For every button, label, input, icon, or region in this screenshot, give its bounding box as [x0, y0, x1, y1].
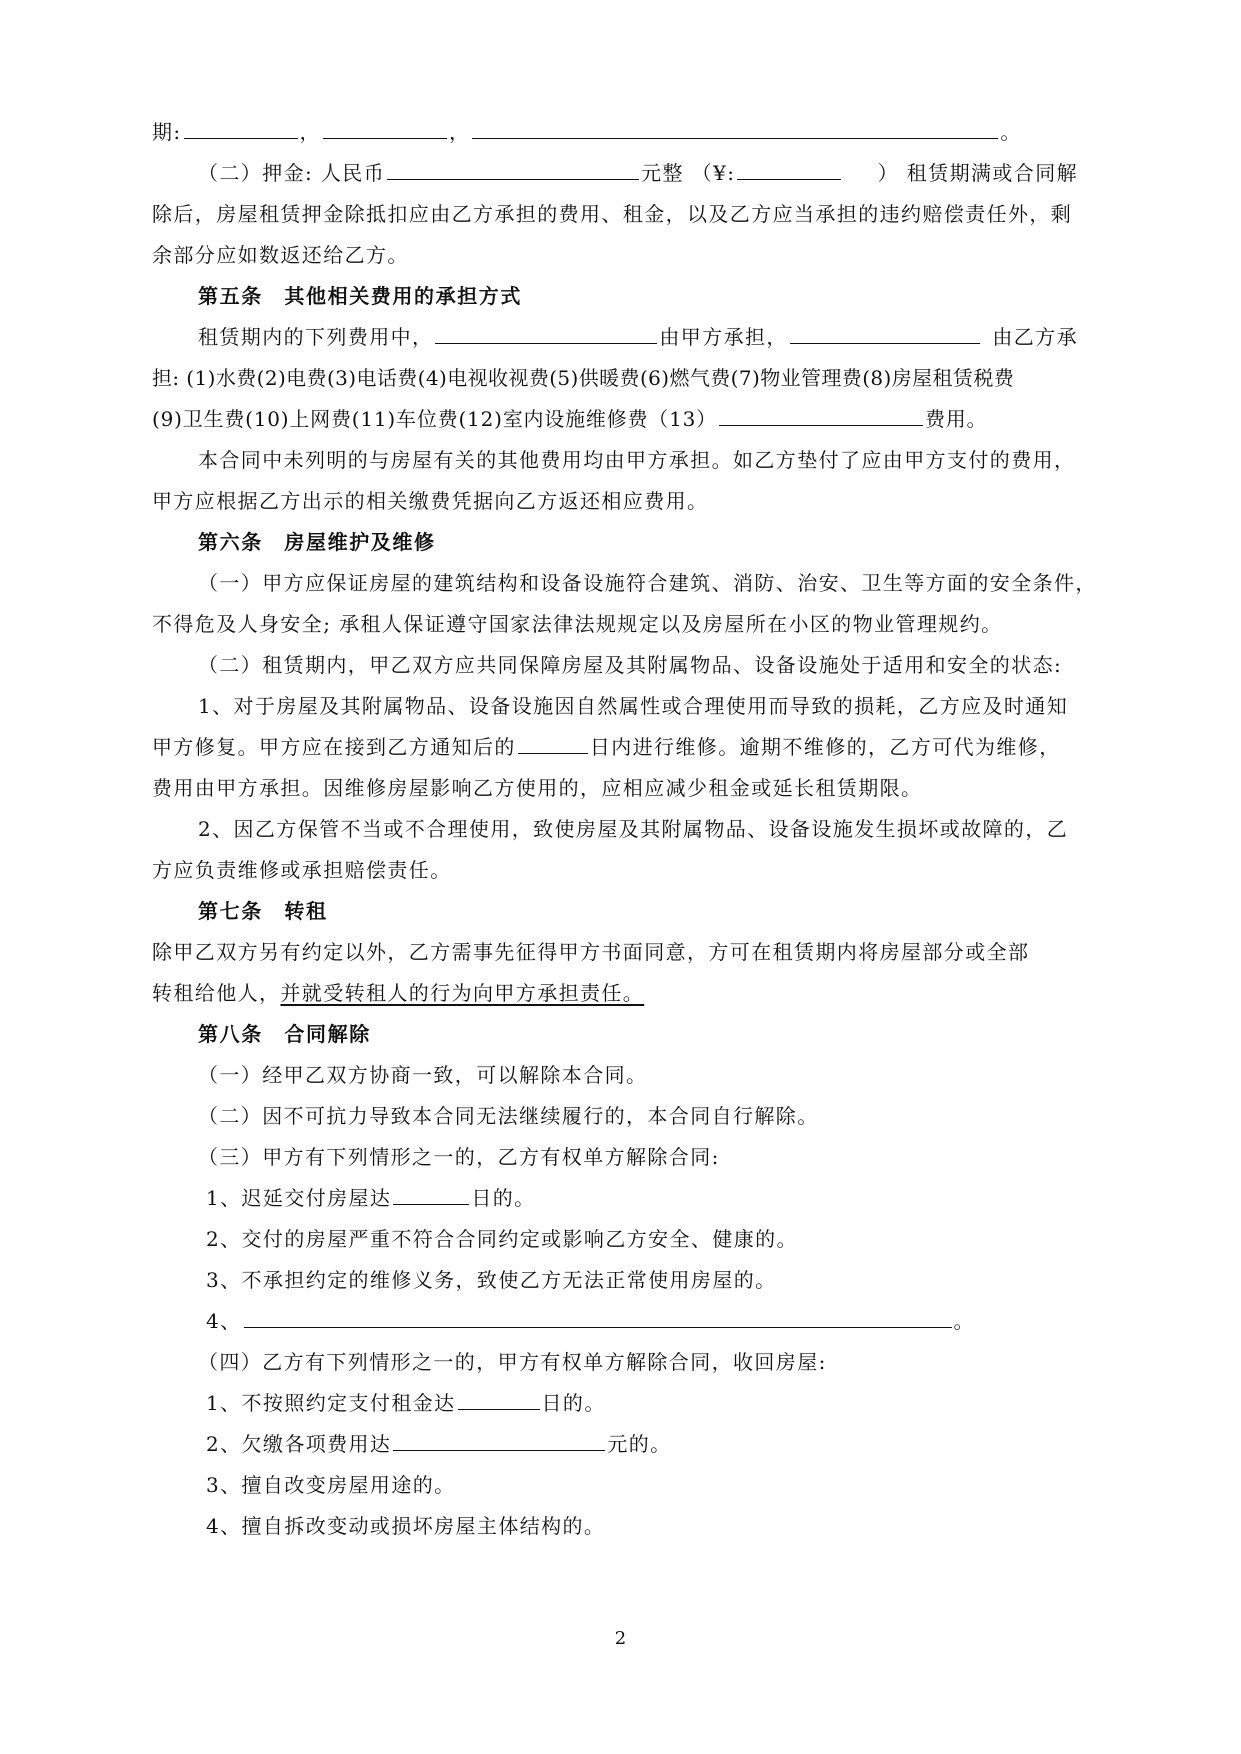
paragraph-line: 1、对于房屋及其附属物品、设备设施因自然属性或合理使用而导致的损耗，乙方应及时通知 — [198, 694, 1069, 718]
fees-owed-line — [206, 1430, 672, 1458]
paragraph-line: （二）因不可抗力导致本合同无法继续履行的，本合同自行解除。 — [198, 1104, 819, 1128]
fees-line — [198, 323, 1078, 351]
paragraph-line: 甲方应根据乙方出示的相关缴费凭据向乙方返还相应费用。 — [152, 489, 709, 513]
period-line — [152, 118, 1022, 146]
deposit-number-field[interactable] — [737, 160, 841, 180]
paragraph-line: 除后，房屋租赁押金除抵扣应由乙方承担的费用、租金，以及乙方应当承担的违约赔偿责任外，剩 — [152, 202, 1073, 226]
paragraph-line: 4、擅自拆改变动或损坏房屋主体结构的。 — [206, 1514, 606, 1538]
other-terms-field[interactable] — [244, 1308, 952, 1328]
deposit-amount-field[interactable] — [387, 160, 639, 180]
page-number: 2 — [614, 1628, 627, 1649]
paragraph-line: （一）甲方应保证房屋的建筑结构和设备设施符合建筑、消防、治安、卫生等方面的安全条件， — [198, 571, 1097, 595]
text-segment: 。 — [1000, 120, 1022, 144]
article-8-heading: 第八条 合同解除 — [198, 1022, 371, 1046]
text-segment: 由甲方承担， — [659, 325, 788, 349]
landlord-fees-field[interactable] — [435, 324, 657, 344]
text-segment: 租赁期内的下列费用中， — [198, 325, 434, 349]
repair-days-field[interactable] — [518, 734, 588, 754]
paragraph-line: 不得危及人身安全; 承租人保证遵守国家法律法规规定以及房屋所在小区的物业管理规约。 — [152, 612, 1003, 636]
fees-list-line — [152, 405, 987, 433]
underlined-clause: 并就受转租人的行为向甲方承担责任。 — [280, 981, 645, 1005]
text-segment: 。 — [953, 1309, 975, 1333]
text-segment: (9)卫生费(10)上网费(11)车位费(12)室内设施维修费（13） — [152, 407, 717, 431]
paragraph-line: 余部分应如数返还给乙方。 — [152, 243, 409, 267]
text-segment: 元的。 — [607, 1432, 672, 1456]
text-segment: ） 租赁期满或合同解 — [877, 161, 1078, 185]
delay-days-line — [206, 1184, 536, 1212]
paragraph-line: （二）租赁期内，甲乙双方应共同保障房屋及其附属物品、设备设施处于适用和安全的状态: — [198, 653, 1063, 677]
paragraph-line: 2、因乙方保管不当或不合理使用，致使房屋及其附属物品、设备设施发生损坏或故障的，乙 — [198, 817, 1069, 841]
sublease-line — [152, 979, 644, 1007]
repair-days-line — [152, 733, 1061, 761]
paragraph-line: 除甲乙双方另有约定以外，乙方需事先征得甲方书面同意，方可在租赁期内将房屋部分或全部 — [152, 940, 1030, 964]
article-7-heading: 第七条 转租 — [198, 899, 328, 923]
text-segment: ， — [448, 120, 471, 144]
blank-field[interactable] — [184, 119, 298, 139]
text-segment: （二）押金: 人民币 — [198, 161, 386, 185]
paragraph-line: 担: (1)水费(2)电费(3)电话费(4)电视收视费(5)供暖费(6)燃气费(7)物业管理费(8)房屋租赁税费 — [152, 366, 1015, 390]
paragraph-line: 方应负责维修或承担赔偿责任。 — [152, 858, 452, 882]
blank-field[interactable] — [323, 119, 447, 139]
text-segment: 日内进行维修。逾期不维修的，乙方可代为维修， — [589, 735, 1061, 759]
other-terms-line — [206, 1307, 975, 1335]
text-segment: 由乙方承 — [992, 325, 1078, 349]
rent-days-field[interactable] — [458, 1390, 540, 1410]
paragraph-line: 3、擅自改变房屋用途的。 — [206, 1473, 456, 1497]
text-group — [198, 159, 843, 187]
deposit-line — [198, 159, 1078, 187]
text-segment: 日的。 — [471, 1186, 536, 1210]
text-segment: 1、不按照约定支付租金达 — [206, 1391, 456, 1415]
text-segment: 2、欠缴各项费用达 — [206, 1432, 392, 1456]
article-5-heading: 第五条 其他相关费用的承担方式 — [198, 284, 522, 308]
paragraph-line: 3、不承担约定的维修义务，致使乙方无法正常使用房屋的。 — [206, 1268, 777, 1292]
paragraph-line: （四）乙方有下列情形之一的，甲方有权单方解除合同，收回房屋: — [198, 1350, 827, 1374]
paragraph-line: （三）甲方有下列情形之一的，乙方有权单方解除合同: — [198, 1145, 720, 1169]
text-group — [198, 323, 982, 351]
paragraph-line: 本合同中未列明的与房屋有关的其他费用均由甲方承担。如乙方垫付了应由甲方支付的费用， — [198, 448, 1076, 472]
text-segment: 4、 — [206, 1309, 242, 1333]
paragraph-line: 2、交付的房屋严重不符合合同约定或影响乙方安全、健康的。 — [206, 1227, 798, 1251]
text-segment: 甲方修复。甲方应在接到乙方通知后的 — [152, 735, 516, 759]
other-fee-field[interactable] — [719, 406, 923, 426]
blank-field[interactable] — [472, 119, 998, 139]
paragraph-line: 费用由甲方承担。因维修房屋影响乙方使用的，应相应减少租金或延长租赁期限。 — [152, 776, 923, 800]
text-segment: 转租给他人， — [152, 981, 281, 1005]
text-segment: 元整 （¥: — [641, 161, 736, 185]
article-6-heading: 第六条 房屋维护及维修 — [198, 530, 436, 554]
text-segment: 期: — [152, 120, 182, 144]
delay-days-field[interactable] — [393, 1185, 469, 1205]
text-segment: ， — [299, 120, 321, 144]
text-segment: 费用。 — [924, 407, 988, 431]
text-segment: 1、迟延交付房屋达 — [206, 1186, 392, 1210]
tenant-fees-field[interactable] — [790, 324, 980, 344]
fees-owed-field[interactable] — [393, 1431, 605, 1451]
text-segment: 日的。 — [541, 1391, 606, 1415]
paragraph-line: （一）经甲乙双方协商一致，可以解除本合同。 — [198, 1063, 648, 1087]
rent-days-line — [206, 1389, 606, 1417]
